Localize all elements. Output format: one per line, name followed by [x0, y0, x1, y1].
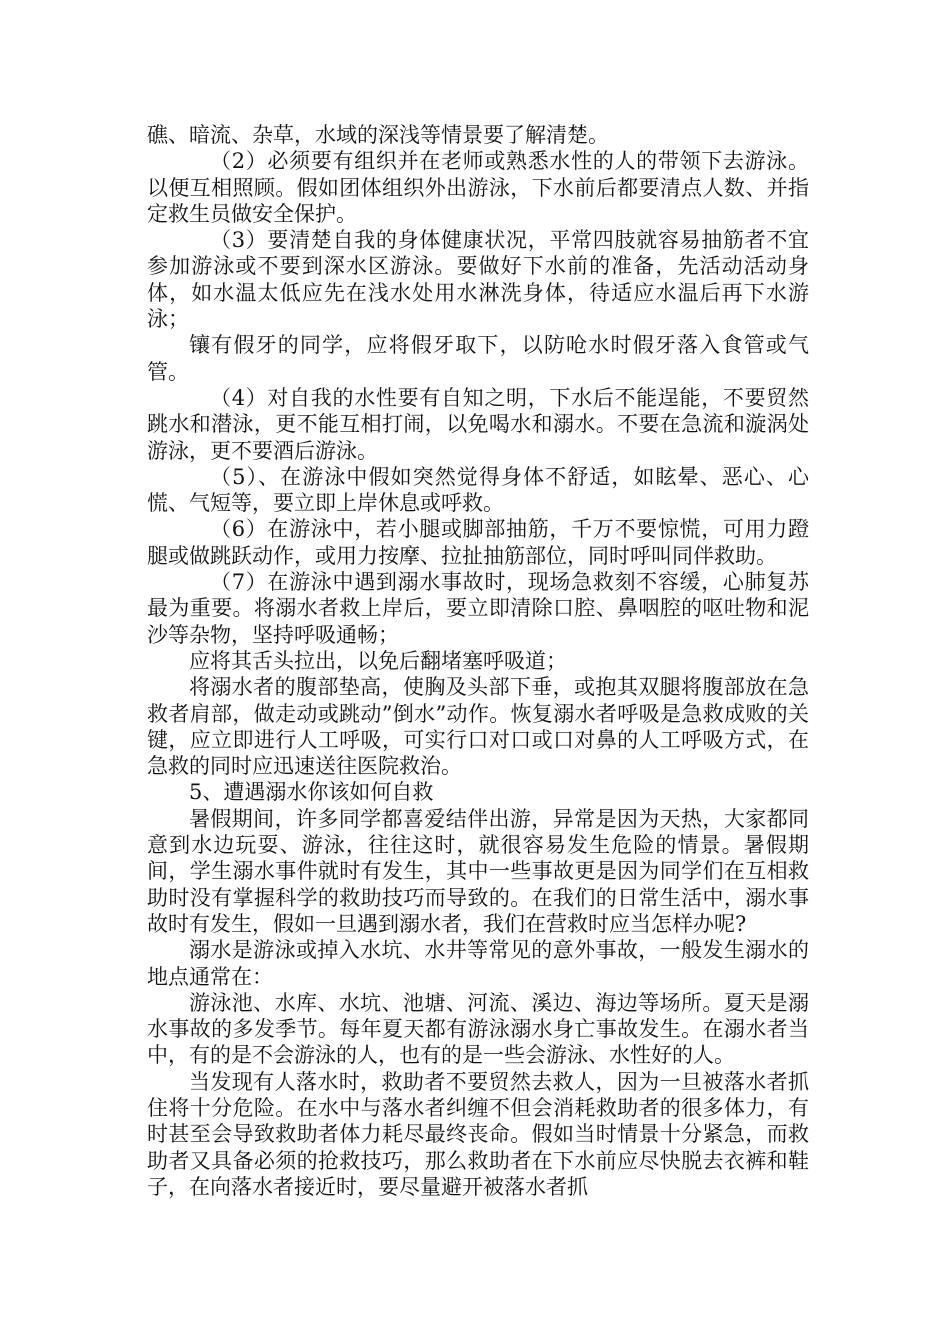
paragraph: 游泳池、水库、水坑、池塘、河流、溪边、海边等场所。夏天是溺水事故的多发季节。每年夏天都有游泳溺水身亡事故发生。在溺水者当中，有的是不会游泳的人，也有的是一些会游泳、水性好的人。 — [147, 990, 809, 1068]
paragraph: （6）在游泳中，若小腿或脚部抽筋，千万不要惊慌，可用力蹬腿或做跳跃动作，或用力按摩、拉扯抽筋部位，同时呼叫同伴救助。 — [147, 517, 809, 568]
section-heading: 5、遭遇溺水你该如何自救 — [189, 780, 434, 805]
paragraph: 应将其舌头拉出，以免后翻堵塞呼吸道； — [189, 648, 567, 673]
paragraph: （5）、在游泳中假如突然觉得身体不舒适，如眩晕、恶心、心慌、气短等，要立即上岸休息或呼救。 — [147, 464, 809, 516]
paragraph: 当发现有人落水时，救助者不要贸然去救人，因为一旦被落水者抓住将十分危险。在水中与落水者纠缠不但会消耗救助者的很多体力，有时甚至会导致救助者体力耗尽最终丧命。假如当时情景十分紧急，而救助者又具备必须的抢救技巧，那么救助者在下水前应尽快脱去衣裤和鞋子，在向落水者接近时，要尽量避开被落水者抓 — [147, 1069, 809, 1199]
document-body — [147, 122, 809, 1200]
paragraph: （7）在游泳中遇到溺水事故时，现场急救刻不容缓，心肺复苏最为重要。将溺水者救上岸后，要立即清除口腔、鼻咽腔的呕吐物和泥沙等杂物，坚持呼吸通畅； — [147, 570, 809, 647]
paragraph: 暑假期间，许多同学都喜爱结伴出游，异常是因为天热，大家都同意到水边玩耍、游泳，往往这时，就很容易发生危险的情景。暑假期间，学生溺水事件就时有发生，其中一些事故更是因为同学们在互相救助时没有掌握科学的救助技巧而导致的。在我们的日常生活中，溺水事故时有发生，假如一旦遇到溺水者，我们在营救时应当怎样办呢? — [147, 806, 809, 936]
paragraph: （4）对自我的水性要有自知之明，下水后不能逞能，不要贸然跳水和潜泳，更不能互相打闹，以免喝水和溺水。不要在急流和漩涡处游泳，更不要酒后游泳。 — [147, 385, 809, 463]
paragraph: 溺水是游泳或掉入水坑、水井等常见的意外事故，一般发生溺水的地点通常在： — [147, 938, 809, 989]
paragraph: 镶有假牙的同学，应将假牙取下，以防呛水时假牙落入食管或气管。 — [147, 333, 809, 384]
paragraph: 礁、暗流、杂草，水域的深浅等情景要了解清楚。 — [147, 123, 609, 147]
paragraph: 将溺水者的腹部垫高，使胸及头部下垂，或抱其双腿将腹部放在急救者肩部，做走动或跳动”倒水”动作。恢复溺水者呼吸是急救成败的关键，应立即进行人工呼吸，可实行口对口或口对鼻的人工呼吸方式，在急救的同时应迅速送往医院救治。 — [147, 675, 809, 779]
paragraph: （2）必须要有组织并在老师或熟悉水性的人的带领下去游泳。以便互相照顾。假如团体组织外出游泳，下水前后都要清点人数、并指定救生员做安全保护。 — [147, 149, 809, 226]
paragraph: （3）要清楚自我的身体健康状况，平常四肢就容易抽筋者不宜参加游泳或不要到深水区游泳。要做好下水前的准备，先活动活动身体，如水温太低应先在浅水处用水淋洗身体，待适应水温后再下水游泳； — [147, 228, 809, 332]
